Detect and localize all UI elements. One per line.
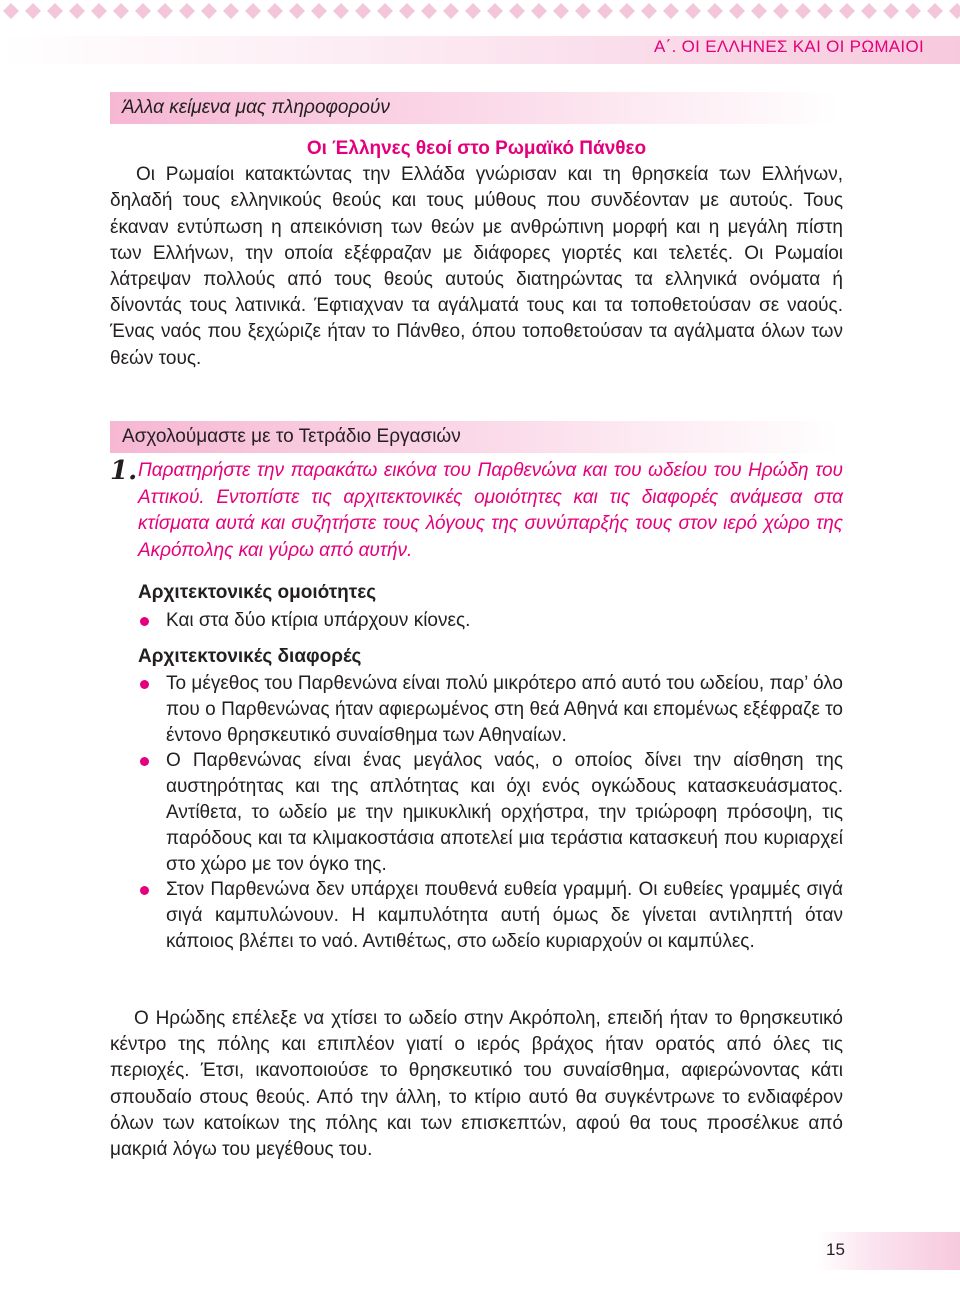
differences-heading: Αρχιτεκτονικές διαφορές [138, 646, 362, 667]
exercise-block [110, 458, 843, 564]
running-header: Α΄. ΟΙ ΕΛΛΗΝΕΣ ΚΑΙ ΟΙ ΡΩΜΑΙΟΙ [654, 37, 924, 56]
conclusion-paragraph: Ο Ηρώδης επέλεξε να χτίσει το ωδείο στην Ακρόπολη, επειδή ήταν το θρησκευτικό κέντρο της πόλης και επιπλέον γιατί ο ιερός βράχος ήταν ορατός από όλες τις περιοχές. Έτσι, ικανοποιούσε το θρησκευτικό του συναίσθημα, αφιερώνοντας κάτι σπουδαίο στους θεούς. Από την άλλη, το κτίριο αυτό θα συγκέντρωνε το ενδιαφέρον όλων των κατοίκων της πόλης και των επισκεπτών, αφού θα τους προσέλκυε από μακριά λόγω του μεγέθους του. [110, 1008, 843, 1161]
list-item: Και στα δύο κτίρια υπάρχουν κίονες. [138, 608, 843, 634]
list-item: Το μέγεθος του Παρθενώνα είναι πολύ μικρότερο από αυτό του ωδείου, παρ’ όλο που ο Παρθενώνας ήταν αφιερωμένος στη θεά Αθηνά και επομένως εξέφραζε το έντονο θρησκευτικό συναίσθημα των Αθηναίων. [138, 671, 843, 748]
bullet-icon [140, 680, 149, 689]
list-item: Ο Παρθενώνας είναι ένας μεγάλος ναός, ο οποίος δίνει την αίσθηση της αυστηρότητας και της απλότητας και όχι ενός ογκώδους κατασκευάσματος. Αντίθετα, το ωδείο με την ημικυκλική ορχήστρα, την τριώροφη πρόσοψη, τις παρόδους και τα κλιμακοστάσια αποτελεί μια τεράστια κατασκευή που κυριαρχεί στο χώρο με τον όγκο της. [138, 748, 843, 877]
list-item: Στον Παρθενώνα δεν υπάρχει πουθενά ευθεία γραμμή. Οι ευθείες γραμμές σιγά σιγά καμπυλώνουν. Η καμπυλότητα αυτή όμως δε γίνεται αντιληπτή όταν κάποιος βλέπει το ναό. Αντιθέτως, στο ωδείο κυριαρχούν οι καμπύλες. [138, 877, 843, 954]
info-text-block [110, 136, 843, 372]
bullet-icon [140, 757, 149, 766]
decorative-diamond-border [0, 0, 960, 28]
section-heading-bar [110, 92, 840, 124]
section-heading: Άλλα κείμενα μας πληροφορούν [122, 97, 390, 118]
body-paragraph: Οι Ρωμαίοι κατακτώντας την Ελλάδα γνώρισαν και τη θρησκεία των Ελλήνων, δηλαδή τους ελληνικούς θεούς και τους μύθους που συνδέονταν με αυτούς. Τους έκαναν εντύπωση η απεικόνιση των θεών με ανθρώπινη μορφή και η μεγάλη πίστη των Ελλήνων, την οποία εξέφραζαν με διάφορες γιορτές και τελετές. Οι Ρωμαίοι λάτρεψαν πολλούς από τους θεούς αυτούς διατηρώντας τα ελληνικά ονόματα ή δίνοντάς τους λατινικά. Έφτιαχναν τα αγάλματά τους και τα τοποθετούσαν σε ναούς. Ένας ναός που ξεχώριζε ήταν το Πάνθεο, όπου τοποθετούσαν τα αγάλματα όλων των θεών τους. [110, 164, 843, 369]
differences-list [138, 671, 843, 955]
similarities-list [138, 608, 843, 634]
workbook-heading-bar [110, 421, 840, 453]
page-number: 15 [826, 1240, 845, 1259]
bullet-icon [140, 617, 149, 626]
workbook-heading: Ασχολούμαστε με το Τετράδιο Εργασιών [122, 426, 461, 447]
similarities-heading: Αρχιτεκτονικές ομοιότητες [138, 582, 377, 603]
bullet-icon [140, 886, 149, 895]
subheading: Οι Έλληνες θεοί στο Ρωμαϊκό Πάνθεο [306, 138, 647, 159]
exercise-number: 1. [110, 456, 138, 486]
exercise-instructions: Παρατηρήστε την παρακάτω εικόνα του Παρθενώνα και του ωδείου του Ηρώδη του Αττικού. Εντοπίστε τις αρχιτεκτονικές ομοιότητες και τις διαφορές ανάμεσα στα κτίσματα αυτά και συζητήστε τους λόγους της συνύπαρξής τους στον ιερό χώρο της Ακρόπολης και γύρω από αυτήν. [138, 460, 843, 561]
